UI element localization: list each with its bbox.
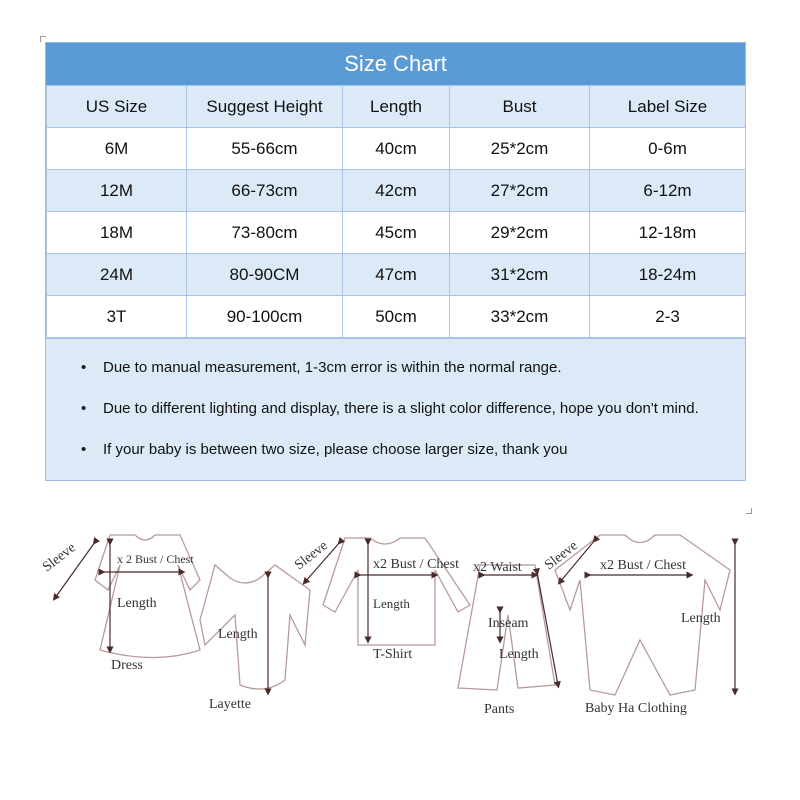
cell-label-size: 6-12m [590,170,746,212]
pants-waist-label: x2 Waist [473,560,522,575]
cell-height: 73-80cm [187,212,343,254]
cell-label-size: 2-3 [590,296,746,338]
table-row [47,170,746,212]
cell-length: 42cm [343,170,450,212]
pants-length-label: Length [499,647,539,662]
table-row [47,254,746,296]
cell-height: 80-90CM [187,254,343,296]
tshirt-caption: T-Shirt [373,647,413,662]
cell-us-size: 24M [47,254,187,296]
cell-bust: 33*2cm [450,296,590,338]
layette-length-label: Length [218,627,258,642]
pants-inseam-label: Inseam [488,616,529,631]
cell-bust: 29*2cm [450,212,590,254]
tshirt-length-label: Length [373,596,410,611]
dress-length-label: Length [117,596,157,611]
cell-us-size: 6M [47,128,187,170]
cell-bust: 31*2cm [450,254,590,296]
cell-length: 45cm [343,212,450,254]
notes-list [46,347,745,470]
cell-length: 47cm [343,254,450,296]
header-suggest-height: Suggest Height [187,86,343,128]
cell-height: 90-100cm [187,296,343,338]
measurement-diagrams [40,520,760,730]
romper-sleeve-label: Sleeve [542,538,581,574]
size-table [46,85,746,338]
romper-bust-label: x2 Bust / Chest [600,558,686,573]
note-item: • Due to manual measurement, 1-3cm error is within the normal range. [103,347,745,388]
table-header-row [47,86,746,128]
cell-height: 66-73cm [187,170,343,212]
note-item: • If your baby is between two size, please choose larger size, thank you [103,429,745,470]
cell-bust: 25*2cm [450,128,590,170]
table-row [47,296,746,338]
tshirt-sketch [323,538,470,645]
pants-length-arrow [537,572,558,685]
cell-label-size: 18-24m [590,254,746,296]
header-us-size: US Size [47,86,187,128]
header-label-size: Label Size [590,86,746,128]
tshirt-bust-label: x2 Bust / Chest [373,557,459,572]
chart-title: Size Chart [46,43,745,85]
crop-mark-top-left [40,36,46,42]
table-row [47,212,746,254]
cell-us-size: 3T [47,296,187,338]
header-bust: Bust [450,86,590,128]
tshirt-sleeve-label: Sleeve [292,538,331,574]
cell-height: 55-66cm [187,128,343,170]
table-row [47,128,746,170]
cell-length: 50cm [343,296,450,338]
cell-label-size: 12-18m [590,212,746,254]
size-chart [45,42,746,481]
dress-caption: Dress [111,658,143,673]
cell-label-size: 0-6m [590,128,746,170]
dress-bust-label: x 2 Bust / Chest [117,552,194,566]
notes-section [46,338,745,480]
layette-caption: Layette [209,697,251,712]
crop-mark-bottom-right [746,508,752,514]
header-length: Length [343,86,450,128]
dress-sleeve-label: Sleeve [40,540,79,576]
cell-us-size: 18M [47,212,187,254]
cell-us-size: 12M [47,170,187,212]
cell-length: 40cm [343,128,450,170]
romper-caption: Baby Ha Clothing [585,701,687,716]
cell-bust: 27*2cm [450,170,590,212]
romper-length-label: Length [681,611,721,626]
note-item: • Due to different lighting and display, there is a slight color difference, hope you don't mind. [103,388,745,429]
pants-caption: Pants [484,702,515,717]
